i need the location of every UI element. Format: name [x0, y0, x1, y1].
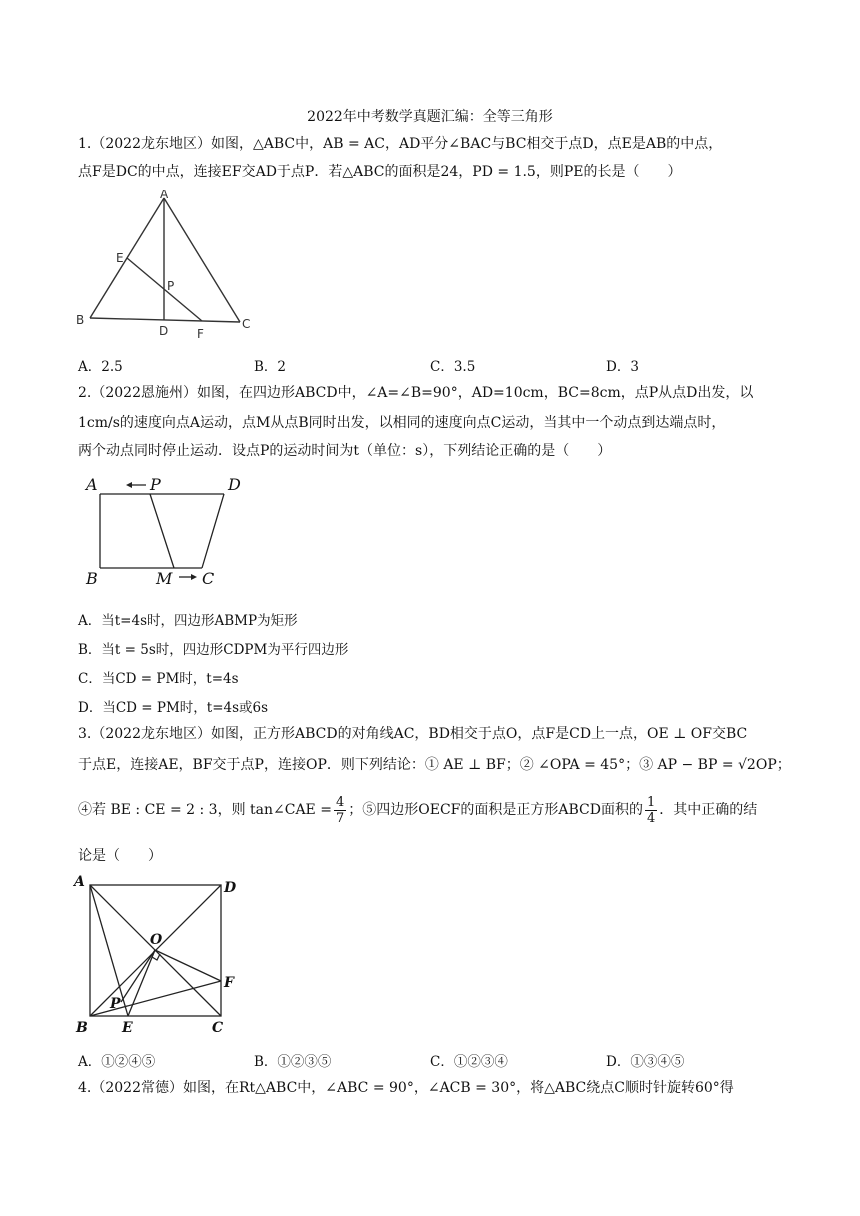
q1-label-F: F: [197, 327, 204, 340]
q3-fraction-1-4: [645, 795, 657, 826]
q1-text-line-1: 1.（2022龙东地区）如图，△ABC中，AB = AC，AD平分∠BAC与BC相交于点D，点E是AB的中点，: [78, 136, 723, 152]
q2-option-a: A．当t=4s时，四边形ABMP为矩形: [78, 613, 298, 629]
q1-label-P: P: [167, 279, 175, 293]
q4-text-line-1: 4.（2022常德）如图，在Rt△ABC中，∠ABC = 90°，∠ACB = 30°，将△ABC绕点C顺时针旋转60°得: [78, 1080, 734, 1096]
q2-label-M: M: [156, 569, 173, 588]
q1-text-line-2: 点F是DC的中点，连接EF交AD于点P．若△ABC的面积是24，PD = 1.5，则PE的长是（ ）: [78, 164, 682, 180]
q2-label-B: B: [86, 569, 98, 588]
q1-option-b: B．2: [254, 359, 287, 375]
q2-label-P: P: [150, 475, 161, 494]
q2-text-line-2: 1cm/s的速度向点A运动，点M从点B同时出发，以相同的速度向点C运动，当其中一个动点到达端点时，: [78, 415, 726, 431]
q3-option-d: D．①③④⑤: [606, 1054, 685, 1070]
q3-label-P: P: [110, 996, 121, 1012]
q1-label-C: C: [242, 317, 251, 331]
q3-label-A: A: [74, 874, 85, 890]
q2-text-line-3: 两个动点同时停止运动．设点P的运动时间为t（单位：s），下列结论正确的是（ ）: [78, 443, 612, 459]
q2-option-d: D．当CD = PM时，t=4s或6s: [78, 700, 269, 716]
q1-option-c: C．3.5: [430, 359, 476, 375]
page-title: 2022年中考数学真题汇编：全等三角形: [307, 109, 553, 125]
q3-label-D: D: [224, 880, 237, 896]
q3-text-line-3-part-3: ．其中正确的结: [659, 802, 758, 818]
q2-label-D: D: [228, 475, 241, 494]
q3-text-line-4: 论是（ ）: [78, 848, 162, 864]
q2-text-line-1: 2.（2022恩施州）如图，在四边形ABCD中，∠A=∠B=90°，AD=10cm，BC=8cm，点P从点D出发，以: [78, 385, 754, 401]
q2-option-b: B．当t = 5s时，四边形CDPM为平行四边形: [78, 642, 349, 658]
q3-text-line-3: [78, 790, 757, 830]
q2-label-A: A: [86, 475, 98, 494]
q3-text-line-2: 于点E，连接AE，BF交于点P，连接OP．则下列结论：① AE ⊥ BF；② ∠OPA = 45°；③ AP − BP = √2OP；: [78, 757, 791, 773]
q3-text-line-3-part-1: ④若 BE : CE = 2 : 3，则 tan∠CAE =: [78, 802, 332, 818]
q3-fraction-4-7-denominator: 7: [335, 810, 345, 826]
q3-text-line-1: 3.（2022龙东地区）如图，正方形ABCD的对角线AC，BD相交于点O，点F是CD上一点，OE ⊥ OF交BC: [78, 726, 748, 742]
q3-option-a: A．①②④⑤: [78, 1054, 156, 1070]
q2-label-C: C: [202, 569, 215, 588]
q3-fraction-1-4-denominator: 4: [646, 810, 656, 826]
q2-figure: [82, 472, 262, 590]
q1-label-B: B: [76, 313, 85, 327]
q3-label-E: E: [122, 1020, 133, 1036]
q2-option-c: C．当CD = PM时，t=4s: [78, 671, 239, 687]
q1-label-D: D: [159, 324, 169, 338]
q1-label-E: E: [116, 251, 124, 265]
q3-label-F: F: [224, 975, 234, 991]
q3-text-line-3-part-2: ；⑤四边形OECF的面积是正方形ABCD面积的: [348, 802, 643, 818]
q3-label-C: C: [212, 1020, 224, 1036]
q3-figure: [72, 872, 252, 1040]
q3-fraction-4-7-numerator: 4: [335, 794, 345, 810]
q3-option-c: C．①②③④: [430, 1054, 508, 1070]
q3-label-O: O: [150, 932, 163, 948]
q3-label-B: B: [76, 1020, 88, 1036]
q3-option-b: B．①②③⑤: [254, 1054, 332, 1070]
q1-option-a: A．2.5: [78, 359, 123, 375]
q3-fraction-1-4-numerator: 1: [646, 794, 656, 810]
q3-fraction-4-7: [334, 795, 346, 826]
q1-label-A: A: [160, 190, 169, 201]
q1-figure: [72, 190, 262, 340]
q1-option-d: D．3: [606, 359, 639, 375]
